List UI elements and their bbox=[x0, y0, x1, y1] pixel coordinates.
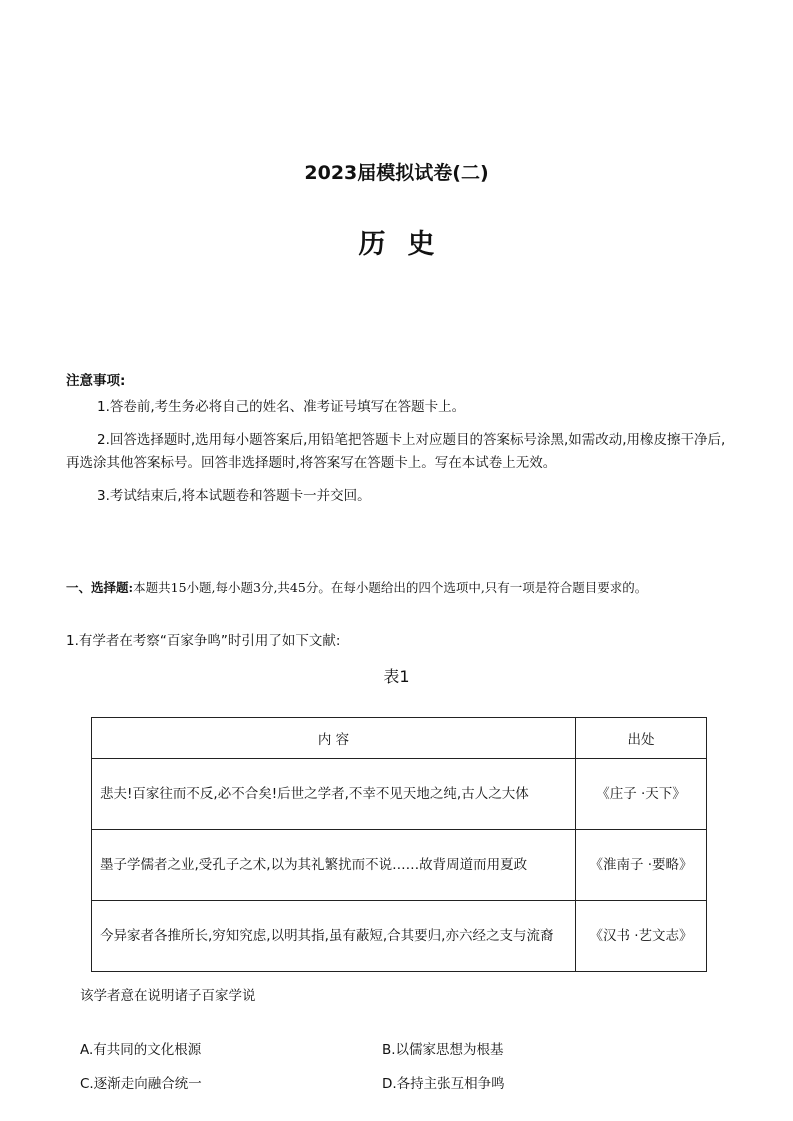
question-stem: 1.有学者在考察“百家争鸣”时引用了如下文献: bbox=[66, 633, 341, 649]
notice-item: 2.回答选择题时,选用每小题答案后,用铅笔把答题卡上对应题目的答案标号涂黑,如需改动,用橡皮擦干净后,再选涂其他答案标号。回答非选择题时,将答案写在答题卡上。写在本试卷上无效。 bbox=[66, 432, 726, 471]
source-table bbox=[91, 717, 707, 972]
column-header-content: 内 容 bbox=[92, 718, 576, 759]
section-heading bbox=[66, 576, 728, 599]
table-cell-source: 《汉书 ·艺文志》 bbox=[576, 901, 707, 972]
subject-title: 历史 bbox=[358, 229, 457, 260]
notice-heading: 注意事项: bbox=[66, 373, 126, 389]
section-heading-label: 一、选择题: bbox=[66, 580, 134, 595]
option-c: C.逐渐走向融合统一 bbox=[80, 1076, 202, 1092]
exam-title: 2023届模拟试卷(二) bbox=[304, 162, 489, 184]
question-prompt: 该学者意在说明诸子百家学说 bbox=[80, 988, 256, 1004]
table-header-row bbox=[92, 718, 707, 759]
table-caption: 表1 bbox=[383, 667, 410, 686]
option-a: A.有共同的文化根源 bbox=[80, 1042, 202, 1058]
notice-item: 1.答卷前,考生务必将自己的姓名、准考证号填写在答题卡上。 bbox=[97, 399, 466, 415]
section-heading-text: 本题共15小题,每小题3分,共45分。在每小题给出的四个选项中,只有一项是符合题目要求的。 bbox=[133, 580, 648, 595]
table-row bbox=[92, 830, 707, 901]
notice-list bbox=[66, 396, 728, 518]
table-cell-content: 墨子学儒者之业,受孔子之术,以为其礼繁扰而不说……故背周道而用夏政 bbox=[92, 830, 576, 901]
column-header-source: 出处 bbox=[576, 718, 707, 759]
table-cell-source: 《庄子 ·天下》 bbox=[576, 759, 707, 830]
table-cell-source: 《淮南子 ·要略》 bbox=[576, 830, 707, 901]
table-row bbox=[92, 901, 707, 972]
option-d: D.各持主张互相争鸣 bbox=[382, 1076, 505, 1092]
table-cell-content: 悲夫!百家往而不反,必不合矣!后世之学者,不幸不见天地之纯,古人之大体 bbox=[92, 759, 576, 830]
notice-item: 3.考试结束后,将本试题卷和答题卡一并交回。 bbox=[97, 488, 371, 504]
table-row bbox=[92, 759, 707, 830]
option-b: B.以儒家思想为根基 bbox=[382, 1042, 504, 1058]
table-cell-content: 今异家者各推所长,穷知究虑,以明其指,虽有蔽短,合其要归,亦六经之支与流裔 bbox=[92, 901, 576, 972]
